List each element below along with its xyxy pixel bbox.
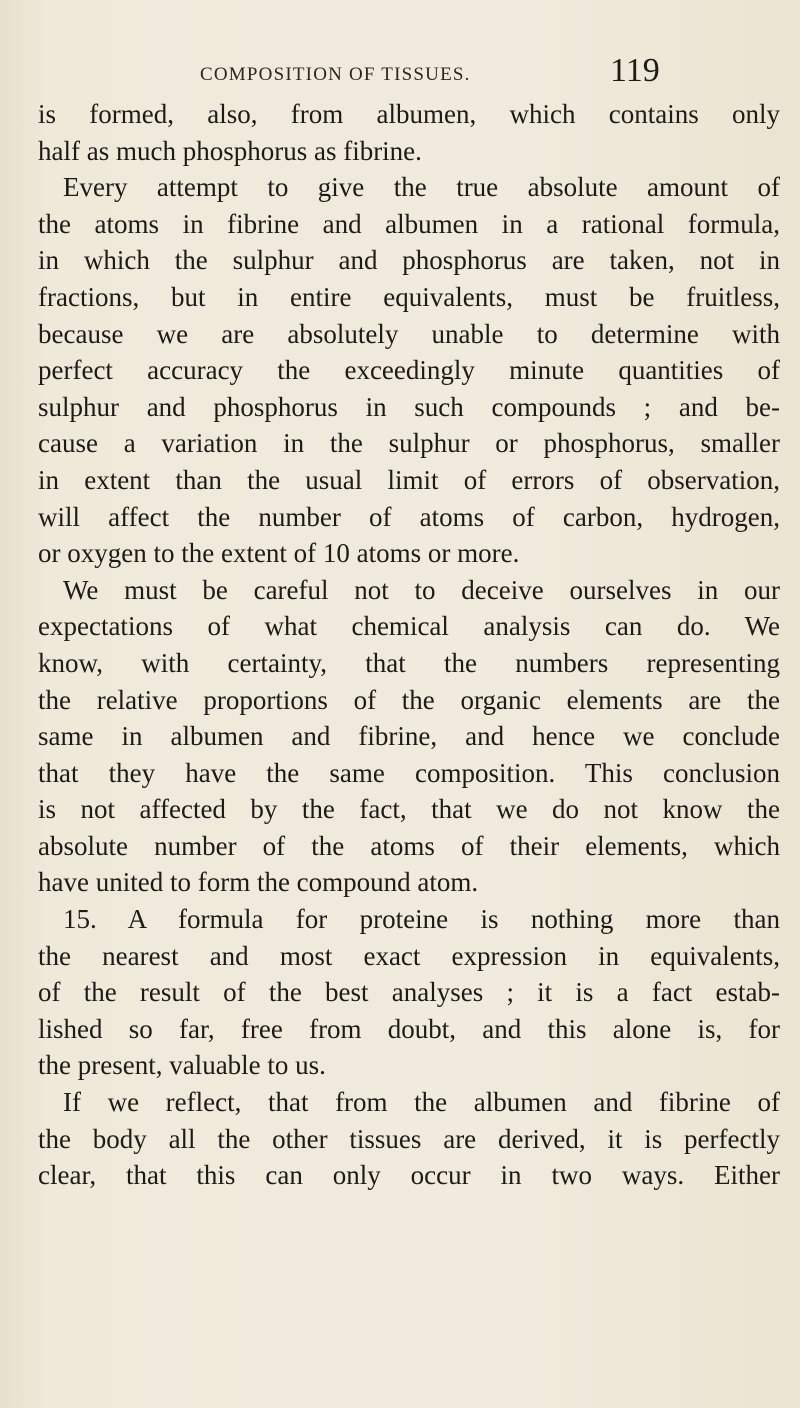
running-head xyxy=(0,52,800,98)
running-head-title: COMPOSITION OF TISSUES. xyxy=(200,64,471,85)
text-line: half as much phosphorus as fibrine. xyxy=(38,135,422,166)
text-line: will affect the number of atoms of carbon, hydrogen, xyxy=(38,501,780,532)
text-line: of the result of the best analyses ; it is a fact estab- xyxy=(38,977,780,1008)
text-line: is not affected by the fact, that we do not know the xyxy=(38,794,780,825)
page-number: 119 xyxy=(610,52,660,89)
text-line: in which the sulphur and phosphorus are taken, not in xyxy=(38,245,780,276)
text-line: Every attempt to give the true absolute amount of xyxy=(63,172,780,203)
text-line: have united to form the compound atom. xyxy=(38,867,479,898)
text-line: in extent than the usual limit of errors of observation, xyxy=(38,464,780,495)
text-line: the present, valuable to us. xyxy=(38,1050,326,1081)
text-line: absolute number of the atoms of their elements, which xyxy=(38,830,780,861)
text-line: We must be careful not to deceive ourselves in our xyxy=(63,574,780,605)
text-line: the body all the other tissues are derived, it is perfectly xyxy=(38,1123,780,1154)
text-line: the relative proportions of the organic elements are the xyxy=(38,684,780,715)
text-line: 15. A formula for proteine is nothing more than xyxy=(63,904,780,935)
text-line: that they have the same composition. This conclusion xyxy=(38,757,780,788)
text-line: because we are absolutely unable to determine with xyxy=(38,318,780,349)
text-line: cause a variation in the sulphur or phosphorus, smaller xyxy=(38,428,780,459)
text-line: sulphur and phosphorus in such compounds ; and be- xyxy=(38,391,780,422)
text-line: clear, that this can only occur in two ways. Either xyxy=(38,1160,780,1191)
body-text xyxy=(38,96,780,1194)
text-line: is formed, also, from albumen, which contains only xyxy=(38,99,780,129)
text-line: If we reflect, that from the albumen and fibrine of xyxy=(63,1087,780,1118)
text-line: the atoms in fibrine and albumen in a rational formula, xyxy=(38,208,780,239)
text-line: fractions, but in entire equivalents, must be fruitless, xyxy=(38,281,780,312)
text-line: know, with certainty, that the numbers representing xyxy=(38,647,780,678)
text-line: perfect accuracy the exceedingly minute quantities of xyxy=(38,355,780,386)
text-line: lished so far, free from doubt, and this alone is, for xyxy=(38,1013,780,1044)
text-line: same in albumen and fibrine, and hence we conclude xyxy=(38,721,780,752)
text-line: the nearest and most exact expression in equivalents, xyxy=(38,940,780,971)
text-line: or oxygen to the extent of 10 atoms or more. xyxy=(38,538,520,569)
text-line: expectations of what chemical analysis can do. We xyxy=(38,611,780,642)
